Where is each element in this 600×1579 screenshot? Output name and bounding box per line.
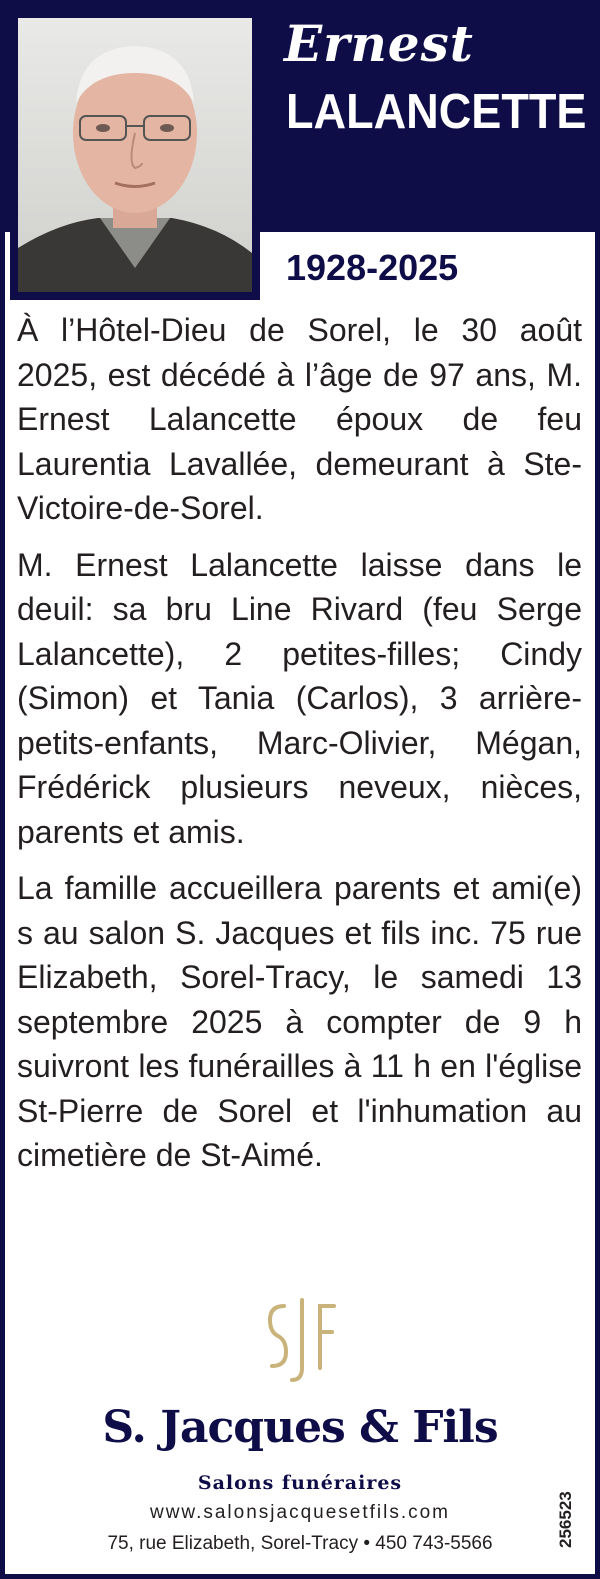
life-years: 1928-2025 [286, 247, 459, 288]
sjf-monogram-icon [262, 1296, 342, 1386]
portrait-photo [18, 18, 252, 292]
last-name: LALANCETTE [286, 85, 587, 139]
ad-reference-number: 256523 [556, 1491, 575, 1548]
funeral-home-address: 75, rue Elizabeth, Sorel-Tracy • 450 743-5566 [107, 1533, 493, 1554]
paragraph-services: La famille accueillera parents et ami(e) s au salon S. Jacques et fils inc. 75 rue Elizabeth, Sorel-Tracy, le samedi 13 septembre 2025 à compter de 9 h suivront les funérailles à 11 h en l'église St-Pierre de Sorel et l'inhumation au cimetière de St-Aimé. [17, 870, 582, 1173]
obituary-text [17, 308, 582, 1190]
funeral-home-tagline: Salons funéraires [197, 1472, 403, 1494]
funeral-home-website[interactable]: www.salonsjacquesetfils.com [149, 1502, 451, 1523]
funeral-home-name: S. Jacques & Fils [102, 1402, 498, 1453]
first-name: Ernest [284, 14, 474, 73]
paragraph-survivors: M. Ernest Lalancette laisse dans le deuil: sa bru Line Rivard (feu Serge Lalancette), 2 petites-filles; Cindy (Simon) et Tania (Carlos), 3 arrière-petits-enfants, Marc-Olivier, Mégan, Frédérick plusieurs neveux, nièces, parents et amis. [17, 546, 582, 850]
portrait-frame [10, 10, 260, 300]
paragraph-death-notice: À l’Hôtel-Dieu de Sorel, le 30 août 2025, est décédé à l’âge de 97 ans, M. Ernest Lalancette époux de feu Laurentia Lavallée, demeurant à Ste-Victoire-de-Sorel. [17, 312, 582, 526]
